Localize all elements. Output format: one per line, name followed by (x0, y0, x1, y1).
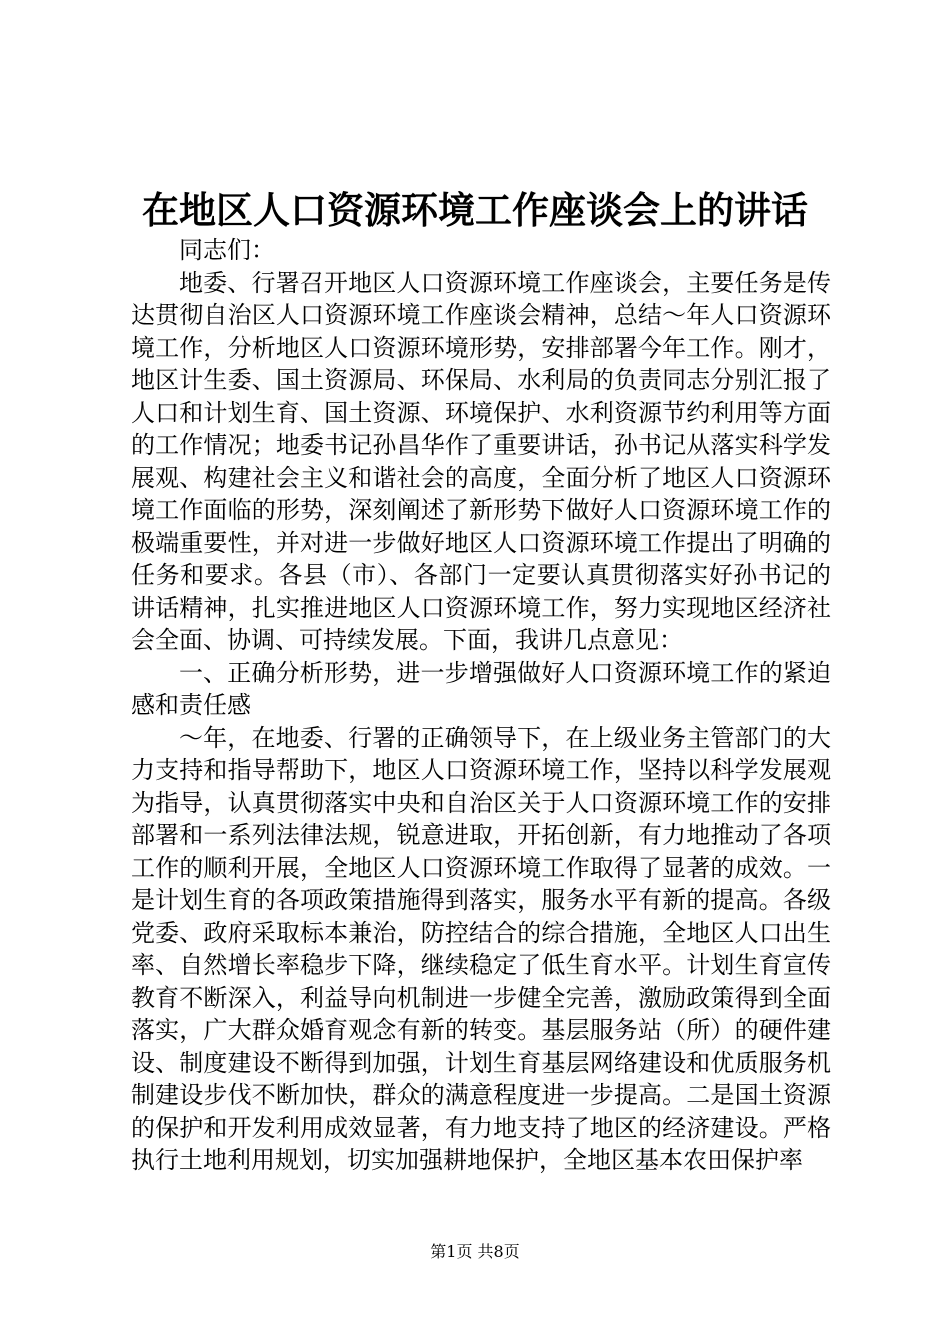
paragraph-salutation: 同志们： (179, 236, 275, 264)
page-number-footer: 第1页 共8页 (430, 1242, 520, 1261)
paragraph-intro: 地委、行署召开地区人口资源环境工作座谈会，主要任务是传达贯彻自治区人口资源环境工作座谈会精神，总结～年人口资源环境工作，分析地区人口资源环境形势，安排部署今年工作。刚才，地区计生委、国土资源局、环保局、水利局的负责同志分别汇报了人口和计划生育、国土资源、环境保护、水利资源节约利用等方面的工作情况；地委书记孙昌华作了重要讲话，孙书记从落实科学发展观、构建社会主义和谐社会的高度，全面分析了地区人口资源环境工作面临的形势，深刻阐述了新形势下做好人口资源环境工作的极端重要性，并对进一步做好地区人口资源环境工作提出了明确的任务和要求。各县（市）、各部门一定要认真贯彻落实好孙书记的讲话精神，扎实推进地区人口资源环境工作，努力实现地区经济社会全面、协调、可持续发展。下面，我讲几点意见： (131, 268, 831, 654)
paragraph-section-1: ～年，在地委、行署的正确领导下，在上级业务主管部门的大力支持和指导帮助下，地区人口资源环境工作，坚持以科学发展观为指导，认真贯彻落实中央和自治区关于人口资源环境工作的安排部署和一系列法律法规，锐意进取，开拓创新，有力地推动了各项工作的顺利开展，全地区人口资源环境工作取得了显著的成效。一是计划生育的各项政策措施得到落实，服务水平有新的提高。各级党委、政府采取标本兼治，防控结合的综合措施，全地区人口出生率、自然增长率稳步下降，继续稳定了低生育水平。计划生育宣传教育不断深入，利益导向机制进一步健全完善，激励政策得到全面落实，广大群众婚育观念有新的转变。基层服务站（所）的硬件建设、制度建设不断得到加强，计划生育基层网络建设和优质服务机制建设步伐不断加快，群众的满意程度进一步提高。二是国土资源的保护和开发利用成效显著，有力地支持了地区的经济建设。严格执行土地利用规划，切实加强耕地保护，全地区基本农田保护率 (131, 723, 831, 1174)
section-heading-1: 一、正确分析形势，进一步增强做好人口资源环境工作的紧迫感和责任感 (131, 658, 831, 719)
document-body (131, 234, 831, 1177)
document-title: 在地区人口资源环境工作座谈会上的讲话 (142, 188, 808, 232)
